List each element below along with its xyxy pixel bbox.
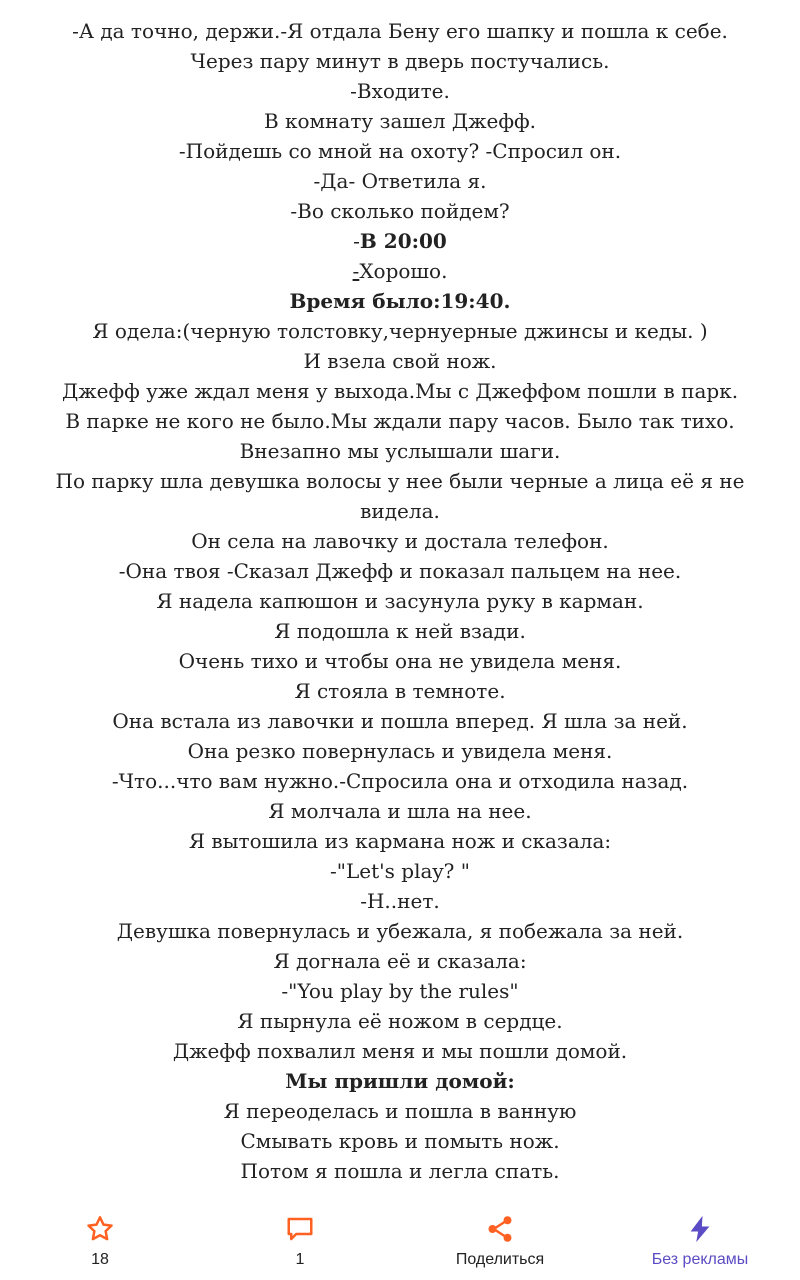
- story-line: -Во сколько пойдем?: [290, 199, 510, 223]
- bottom-action-bar: [0, 1196, 800, 1280]
- story-line: Я пырнула её ножом в сердце.: [237, 1009, 563, 1033]
- story-line: Она резко повернулась и увидела меня.: [187, 739, 613, 763]
- story-line: -Да- Ответила я.: [313, 169, 487, 193]
- story-line: Я стояла в темноте.: [294, 679, 506, 703]
- story-line: -Входите.: [350, 79, 450, 103]
- no-ads-button[interactable]: [600, 1196, 800, 1280]
- no-ads-label: Без рекламы: [651, 1251, 749, 1268]
- story-line: -В 20:00: [353, 229, 447, 253]
- story-line: Потом я пошла и легла спать.: [240, 1159, 560, 1183]
- share-label: Поделиться: [455, 1251, 545, 1268]
- share-button[interactable]: [400, 1196, 600, 1280]
- star-outline-icon: [85, 1214, 115, 1244]
- story-line: Я вытошила из кармана нож и сказала:: [188, 829, 612, 853]
- story-line: Я переоделась и пошла в ванную: [223, 1099, 577, 1123]
- story-line: Джефф уже ждал меня у выхода.Мы с Джеффом пошли в парк.: [61, 379, 739, 403]
- story-line: И взела свой нож.: [303, 349, 497, 373]
- comment-icon: [285, 1214, 315, 1244]
- comments-button[interactable]: [200, 1196, 400, 1280]
- story-line: Я молчала и шла на нее.: [268, 799, 532, 823]
- story-line: Я надела капюшон и засунула руку в карман.: [156, 589, 644, 613]
- story-partial-line: [40, 0, 760, 16]
- story-line: Время было:19:40.: [289, 289, 511, 313]
- story-line: -Хорошо.: [352, 259, 448, 283]
- story-line: Она встала из лавочки и пошла вперед. Я шла за ней.: [112, 709, 688, 733]
- story-line: Мы пришли домой:: [285, 1069, 515, 1093]
- story-line: -Она твоя -Сказал Джефф и показал пальцем на нее.: [118, 559, 682, 583]
- vote-count: 18: [91, 1251, 109, 1268]
- story-line: Внезапно мы услышали шаги.: [239, 439, 561, 463]
- story-line: В комнату зашел Джефф.: [263, 109, 537, 133]
- story-line: В парке не кого не было.Мы ждали пару часов. Было так тихо.: [65, 409, 735, 433]
- story-line: Девушка повернулась и убежала, я побежала за ней.: [116, 919, 684, 943]
- lightning-icon: [685, 1214, 715, 1244]
- story-line: -Пойдешь со мной на охоту? -Спросил он.: [178, 139, 622, 163]
- vote-button[interactable]: [0, 1196, 200, 1280]
- story-line: Очень тихо и чтобы она не увидела меня.: [178, 649, 622, 673]
- share-icon: [485, 1214, 515, 1244]
- story-line: -"Let's play? ": [330, 859, 470, 883]
- story-line: Я догнала её и сказала:: [273, 949, 527, 973]
- story-line: -А да точно, держи.-Я отдала Бену его шапку и пошла к себе.: [72, 19, 728, 43]
- story-line: Я подошла к ней взади.: [274, 619, 526, 643]
- comments-count: 1: [295, 1251, 305, 1268]
- story-line: По парку шла девушка волосы у нее были черные а лица её я не видела.: [55, 469, 745, 523]
- story-line: Джефф похвалил меня и мы пошли домой.: [172, 1039, 628, 1063]
- story-line: Я одела:(черную толстовку,чернуерные джинсы и кеды. ): [92, 319, 708, 343]
- story-line: -Что...что вам нужно.-Спросила она и отходила назад.: [111, 769, 689, 793]
- story-line: -Н..нет.: [360, 889, 440, 913]
- story-text: [40, 0, 760, 1186]
- story-line: Он села на лавочку и достала телефон.: [191, 529, 609, 553]
- story-line: -"You play by the rules": [281, 979, 519, 1003]
- story-line: Смывать кровь и помыть нож.: [240, 1129, 560, 1153]
- story-line: Через пару минут в дверь постучались.: [190, 49, 610, 73]
